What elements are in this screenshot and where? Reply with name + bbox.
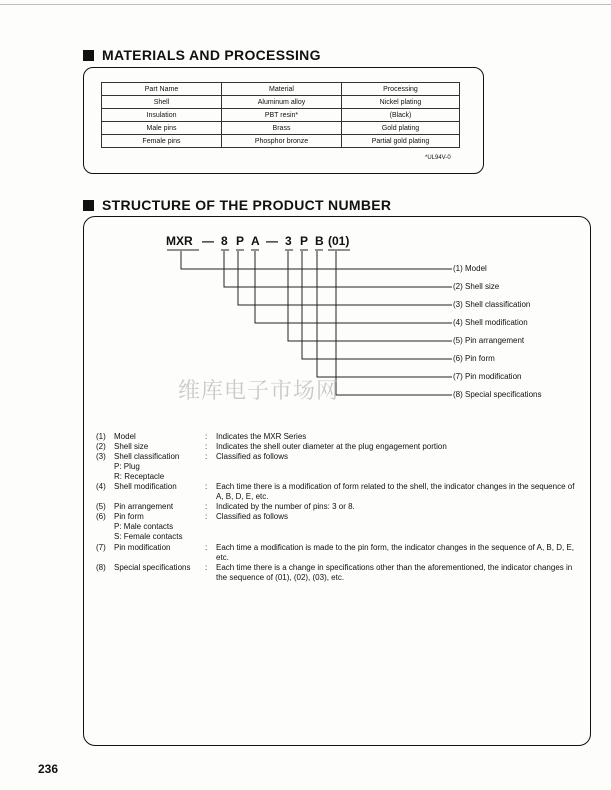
pn-pin-form: P (300, 234, 309, 248)
table-cell: Brass (222, 122, 342, 135)
pn-shell-size: 8 (221, 234, 228, 248)
desc-text: Each time a modification is made to the pin form, the indicator changes in the sequence of A, B, D, E, etc. (216, 543, 574, 562)
table-header-cell: Material (222, 83, 342, 96)
table-cell: Shell (102, 96, 222, 109)
pn-shell-class: P (236, 234, 245, 248)
desc-term: Pin modification (114, 543, 171, 552)
desc-text: Indicates the MXR Series (216, 432, 307, 441)
desc-colon: : (205, 563, 208, 572)
desc-term: Shell modification (114, 482, 177, 491)
desc-num: (5) (96, 502, 106, 511)
desc-colon: : (205, 442, 208, 451)
callout-label: (6) Pin form (453, 354, 495, 363)
pn-special: (01) (328, 234, 350, 248)
desc-num: (2) (96, 442, 106, 451)
material-footnote: *UL94V-0 (425, 155, 451, 161)
desc-sub: S: Female contacts (114, 532, 183, 541)
leader-7 (317, 251, 452, 377)
desc-num: (4) (96, 482, 106, 491)
table-cell: Nickel plating (342, 96, 460, 109)
desc-num: (3) (96, 452, 106, 461)
callout-label: (7) Pin modification (453, 372, 522, 381)
desc-text: Indicated by the number of pins: 3 or 8. (216, 502, 355, 511)
desc-sub: P: Plug (114, 462, 140, 471)
callout-label: (8) Special specifications (453, 390, 542, 399)
desc-colon: : (205, 543, 208, 552)
desc-colon: : (205, 432, 208, 441)
table-cell: Phosphor bronze (222, 135, 342, 148)
table-cell: Partial gold plating (342, 135, 460, 148)
desc-colon: : (205, 482, 208, 491)
table-header-cell: Processing (342, 83, 460, 96)
desc-text: Classified as follows (216, 452, 289, 461)
desc-num: (6) (96, 512, 106, 521)
desc-colon: : (205, 452, 208, 461)
table-cell: Insulation (102, 109, 222, 122)
table-cell: (Black) (342, 109, 460, 122)
pn-pin-arr: 3 (285, 234, 292, 248)
desc-text: Indicates the shell outer diameter at the plug engagement portion (216, 442, 447, 451)
desc-colon: : (205, 502, 208, 511)
desc-text: Classified as follows (216, 512, 289, 521)
desc-num: (7) (96, 543, 106, 552)
pn-shell-mod: A (251, 234, 260, 248)
desc-term: Special specifications (114, 563, 191, 572)
desc-sub: P: Male contacts (114, 522, 174, 531)
page-number: 236 (38, 762, 59, 776)
desc-text: Each time there is a change in specifications other than the aforementioned, the indicator changes in the sequence of (01), (02), (03), etc. (216, 563, 573, 582)
leader-5 (288, 251, 452, 341)
desc-term: Pin arrangement (114, 502, 174, 511)
table-header-cell: Part Name (102, 83, 222, 96)
pn-model: MXR (166, 234, 193, 248)
callout-label: (3) Shell classification (453, 300, 531, 309)
callout-label: (1) Model (453, 264, 487, 273)
callout-label: (4) Shell modification (453, 318, 528, 327)
leader-3 (238, 251, 452, 305)
callout-label: (2) Shell size (453, 282, 500, 291)
table-cell: Male pins (102, 122, 222, 135)
callout-label: (5) Pin arrangement (453, 336, 525, 345)
desc-text: Each time there is a modification of form related to the shell, the indicator changes in the sequence of A, B, D, E, etc. (216, 482, 575, 501)
watermark: 维库电子市场网 (178, 379, 340, 404)
desc-term: Pin form (114, 512, 144, 521)
desc-sub: R: Receptacle (114, 472, 165, 481)
structure-heading-text: STRUCTURE OF THE PRODUCT NUMBER (102, 197, 392, 213)
materials-heading-text: MATERIALS AND PROCESSING (102, 47, 321, 63)
table-cell: Female pins (102, 135, 222, 148)
desc-term: Model (114, 432, 136, 441)
pn-dash-1: — (202, 234, 214, 248)
desc-num: (1) (96, 432, 106, 441)
table-cell: PBT resin* (222, 109, 342, 122)
table-cell: Gold plating (342, 122, 460, 135)
pn-dash-2: — (266, 234, 278, 248)
table-cell: Aluminum alloy (222, 96, 342, 109)
desc-num: (8) (96, 563, 106, 572)
pn-pin-mod: B (315, 234, 324, 248)
desc-term: Shell size (114, 442, 149, 451)
desc-colon: : (205, 512, 208, 521)
desc-term: Shell classification (114, 452, 180, 461)
